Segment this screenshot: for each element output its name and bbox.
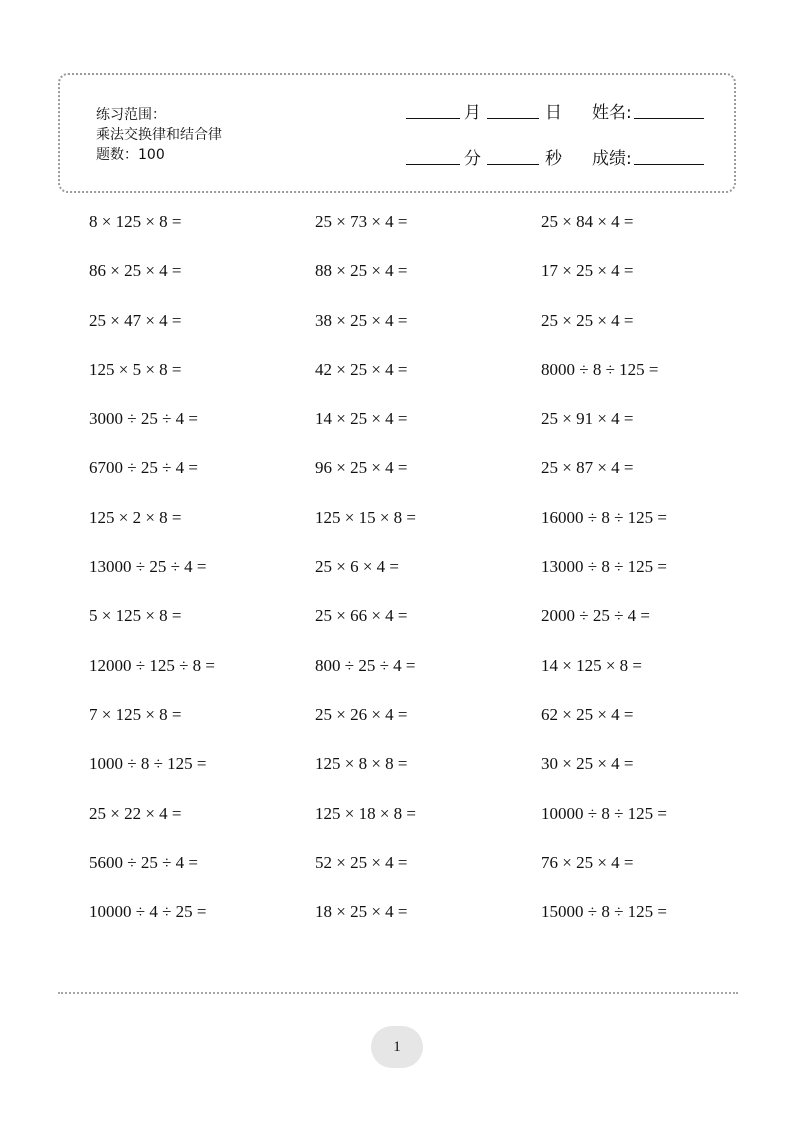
- problem-row: [89, 652, 767, 701]
- second-label: 秒: [545, 149, 562, 169]
- problem-item: 25 × 22 × 4 =: [89, 803, 182, 823]
- range-label: 练习范围：: [96, 107, 166, 123]
- problem-item: 10000 ÷ 8 ÷ 125 =: [541, 803, 667, 823]
- score-label: 成绩:: [592, 149, 632, 169]
- problem-row: [89, 553, 767, 602]
- problem-item: 125 × 15 × 8 =: [315, 507, 417, 527]
- minute-blank[interactable]: [406, 163, 460, 165]
- problem-item: 15000 ÷ 8 ÷ 125 =: [541, 902, 667, 922]
- day-blank[interactable]: [487, 117, 539, 119]
- problem-item: 17 × 25 × 4 =: [541, 261, 634, 281]
- month-blank[interactable]: [406, 117, 460, 119]
- problem-item: 5 × 125 × 8 =: [89, 606, 182, 626]
- problem-item: 25 × 91 × 4 =: [541, 409, 634, 429]
- problem-item: 25 × 73 × 4 =: [315, 212, 408, 231]
- topic-label: 乘法交换律和结合律: [96, 127, 222, 143]
- problem-item: 25 × 26 × 4 =: [315, 704, 408, 724]
- date-name-row: [406, 97, 704, 123]
- problem-row: [89, 307, 767, 356]
- day-label: 日: [545, 103, 562, 123]
- problem-item: 5600 ÷ 25 ÷ 4 =: [89, 852, 198, 872]
- problem-row: [89, 602, 767, 651]
- problem-row: [89, 504, 767, 553]
- problem-item: 125 × 5 × 8 =: [89, 359, 182, 379]
- problem-item: 3000 ÷ 25 ÷ 4 =: [89, 409, 198, 429]
- problem-item: 14 × 125 × 8 =: [541, 655, 643, 675]
- problem-row: [89, 701, 767, 750]
- page-number: 1: [371, 1026, 423, 1068]
- second-blank[interactable]: [487, 163, 539, 165]
- problem-row: [89, 898, 767, 947]
- problem-row: [89, 208, 767, 257]
- problem-row: [89, 800, 767, 849]
- problem-item: 76 × 25 × 4 =: [541, 852, 634, 872]
- exercise-info: [96, 105, 222, 165]
- problem-item: 96 × 25 × 4 =: [315, 458, 408, 478]
- problem-row: [89, 405, 767, 454]
- problem-grid: [89, 208, 767, 947]
- problem-item: 25 × 84 × 4 =: [541, 212, 634, 231]
- student-fields: [406, 97, 704, 189]
- minute-label: 分: [464, 149, 481, 169]
- problem-item: 30 × 25 × 4 =: [541, 754, 634, 774]
- name-label: 姓名:: [592, 103, 632, 123]
- problem-item: 38 × 25 × 4 =: [315, 310, 408, 330]
- problem-row: [89, 257, 767, 306]
- problem-item: 125 × 18 × 8 =: [315, 803, 417, 823]
- problem-row: [89, 849, 767, 898]
- problem-item: 2000 ÷ 25 ÷ 4 =: [541, 606, 650, 626]
- header-box: [58, 73, 736, 193]
- problem-row: [89, 750, 767, 799]
- problem-item: 16000 ÷ 8 ÷ 125 =: [541, 507, 667, 527]
- problem-item: 125 × 8 × 8 =: [315, 754, 408, 774]
- problem-count: 题数：100: [96, 147, 165, 163]
- problem-item: 25 × 87 × 4 =: [541, 458, 634, 478]
- problem-item: 62 × 25 × 4 =: [541, 704, 634, 724]
- problem-item: 42 × 25 × 4 =: [315, 359, 408, 379]
- problem-item: 18 × 25 × 4 =: [315, 902, 408, 922]
- problem-item: 52 × 25 × 4 =: [315, 852, 408, 872]
- problem-item: 25 × 47 × 4 =: [89, 310, 182, 330]
- problem-item: 25 × 25 × 4 =: [541, 310, 634, 330]
- time-score-row: [406, 143, 704, 169]
- problem-item: 25 × 66 × 4 =: [315, 606, 408, 626]
- problem-item: 125 × 2 × 8 =: [89, 507, 182, 527]
- problem-item: 10000 ÷ 4 ÷ 25 =: [89, 902, 207, 922]
- problem-item: 25 × 6 × 4 =: [315, 557, 400, 577]
- footer-divider: [58, 992, 738, 994]
- problem-item: 7 × 125 × 8 =: [89, 704, 182, 724]
- problem-item: 6700 ÷ 25 ÷ 4 =: [89, 458, 198, 478]
- problem-item: 13000 ÷ 25 ÷ 4 =: [89, 557, 207, 577]
- problem-row: [89, 356, 767, 405]
- problem-item: 8000 ÷ 8 ÷ 125 =: [541, 359, 659, 379]
- name-blank[interactable]: [634, 117, 704, 119]
- problem-item: 12000 ÷ 125 ÷ 8 =: [89, 655, 215, 675]
- problem-item: 8 × 125 × 8 =: [89, 212, 182, 231]
- month-label: 月: [464, 103, 481, 123]
- problem-row: [89, 454, 767, 503]
- problem-item: 86 × 25 × 4 =: [89, 261, 182, 281]
- problem-item: 800 ÷ 25 ÷ 4 =: [315, 655, 416, 675]
- problem-item: 13000 ÷ 8 ÷ 125 =: [541, 557, 667, 577]
- problem-item: 1000 ÷ 8 ÷ 125 =: [89, 754, 207, 774]
- problem-item: 88 × 25 × 4 =: [315, 261, 408, 281]
- problem-item: 14 × 25 × 4 =: [315, 409, 408, 429]
- score-blank[interactable]: [634, 163, 704, 165]
